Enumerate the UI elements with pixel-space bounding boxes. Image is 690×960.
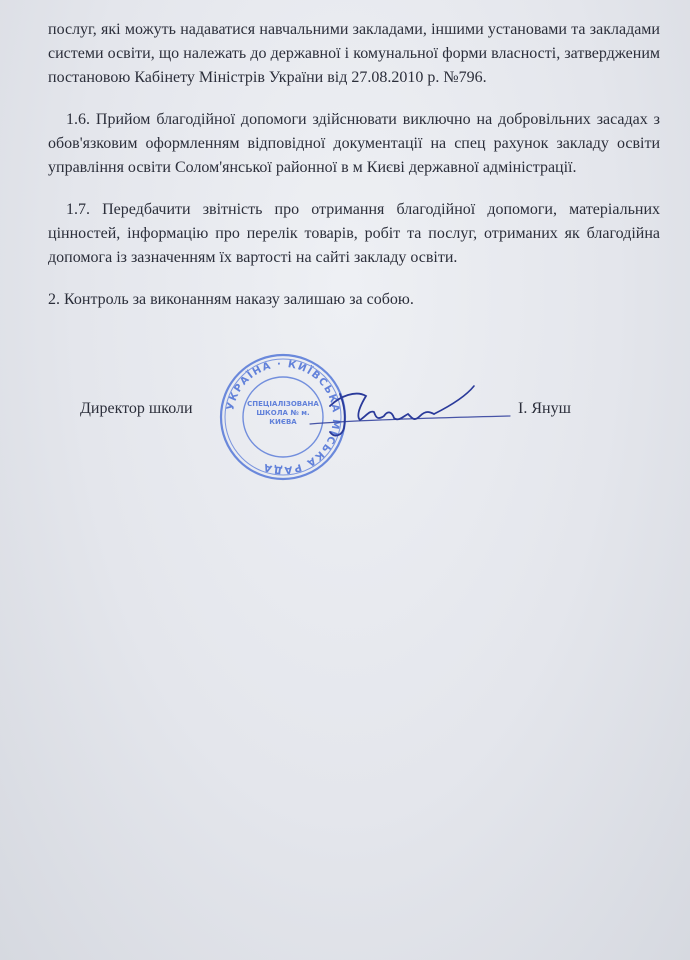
stamp-outer-text: УКРАЇНА · КИЇВСЬКА МІСЬКА РАДА: [225, 358, 342, 476]
document-body: [48, 18, 660, 312]
signatory-title: Директор школи: [80, 400, 193, 417]
paragraph-2: 2. Контроль за виконанням наказу залишаю за собою.: [48, 291, 414, 308]
stamp-center-text: СПЕЦІАЛІЗОВАНА ШКОЛА № м. КИЄВА: [247, 400, 319, 426]
signature-row: [80, 400, 600, 430]
paragraph-1-6: 1.6. Прийом благодійної допомоги здійснювати виключно на добровільних засадах з обов'язковим оформленням відповідної документації на спец рахунок закладу освіти управління освіти Солом'янської районної в м Києві державної адміністрації.: [48, 111, 660, 176]
signatory-name: І. Януш: [518, 400, 571, 417]
paragraph-1-7: 1.7. Передбачити звітність про отримання благодійної допомоги, матеріальних цінностей, інформацію про перелік товарів, робіт та послуг, отриманих як благодійна допомога із зазначенням їх вартості на сайті закладу освіти.: [48, 201, 660, 266]
paragraph-continuation: послуг, які можуть надаватися навчальними закладами, іншими установами та закладами системи освіти, що належать до державної і комунальної форми власності, затвердженим постановою Кабінету Міністрів України від 27.08.2010 р. №796.: [48, 21, 660, 86]
